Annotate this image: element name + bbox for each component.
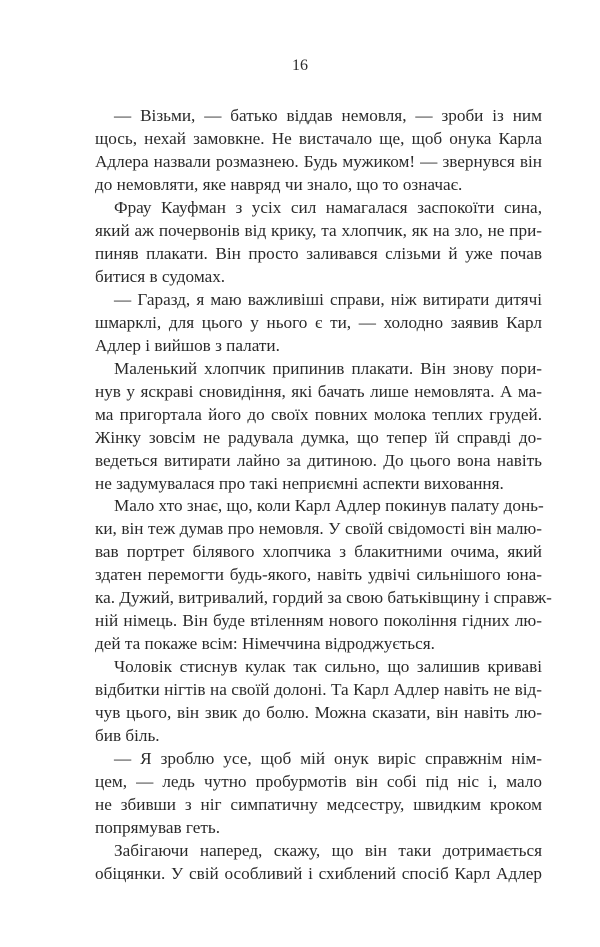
page-number: 16 [292, 57, 308, 74]
text-line: — Я зроблю усе, щоб мій онук виріс справжнім нім- [114, 749, 542, 769]
text-line: битися в судомах. [95, 266, 226, 286]
text-line: який аж почервонів від крику, та хлопчик, як на зло, не при- [95, 220, 542, 240]
text-line: вав портрет білявого хлопчика з блакитними очима, який [95, 542, 542, 562]
text-line: — Гаразд, я маю важливіші справи, ніж витирати дитячі [114, 289, 542, 309]
paragraph [95, 840, 542, 886]
text-line: чув цього, він звик до болю. Можна сказати, він навіть лю- [95, 703, 542, 723]
text-line: Маленький хлопчик припинив плакати. Він знову пори- [114, 358, 542, 378]
body-text [95, 105, 552, 886]
text-line: Адлера назвали розмазнею. Будь мужиком! — звернувся він [95, 151, 542, 171]
paragraph [95, 748, 542, 840]
paragraph [95, 105, 542, 197]
text-line: до немовляти, яке навряд чи знало, що то означає. [95, 174, 463, 194]
paragraph [95, 495, 552, 656]
text-line: ма пригортала його до своїх повних молока теплих грудей. [95, 404, 542, 424]
text-line: цем, — ледь чутно пробурмотів він собі під ніс і, мало [95, 772, 542, 792]
text-line: здатен перемогти будь-якого, навіть удвічі сильнішого юна- [95, 565, 542, 585]
text-line: ка. Дужий, витривалий, гордий за свою батьківщину і справж- [95, 588, 552, 608]
text-line: щось, нехай замовкне. Не вистачало ще, щоб онука Карла [95, 128, 542, 148]
text-line: пиняв плакати. Він просто заливався слізьми й уже почав [95, 243, 542, 263]
text-line: відбитки нігтів на своїй долоні. Та Карл Адлер навіть не від- [95, 680, 542, 700]
text-line: Чоловік стиснув кулак так сильно, що залишив криваві [114, 657, 542, 677]
text-line: не збивши з ніг симпатичну медсестру, швидким кроком [95, 795, 542, 815]
paragraph [95, 197, 542, 289]
text-line: ній німець. Він буде втіленням нового покоління гідних лю- [95, 611, 542, 631]
text-line: шмарклі, для цього у нього є ти, — холодно заявив Карл [95, 312, 542, 332]
text-line: попрямував геть. [95, 818, 220, 838]
text-line: ки, він теж думав про немовля. У своїй свідомості він малю- [95, 519, 542, 539]
text-line: дей та покаже всім: Німеччина відроджується. [95, 634, 435, 654]
text-line: — Візьми, — батько віддав немовля, — зроби із ним [114, 106, 542, 125]
text-line: Жінку зовсім не радувала думка, що тепер їй справді до- [95, 427, 542, 447]
paragraph [95, 358, 542, 496]
paragraph [95, 289, 542, 358]
text-line: не задумувалася про такі неприємні аспекти виховання. [95, 473, 504, 493]
text-line: Адлер і вийшов з палати. [95, 335, 280, 355]
text-line: бив біль. [95, 726, 160, 746]
text-line: Фрау Кауфман з усіх сил намагалася заспокоїти сина, [114, 197, 542, 217]
text-line: обіцянки. У свій особливий і схиблений спосіб Карл Адлер [95, 863, 542, 883]
text-line: Забігаючи наперед, скажу, що він таки дотримається [114, 841, 542, 860]
paragraph [95, 656, 542, 748]
text-line: ведеться витирати лайно за дитиною. До цього вона навіть [95, 450, 542, 470]
text-line: Мало хто знає, що, коли Карл Адлер покинув палату донь- [114, 496, 544, 516]
text-line: нув у яскраві сновидіння, які бачать лише немовлята. А ма- [95, 381, 542, 401]
